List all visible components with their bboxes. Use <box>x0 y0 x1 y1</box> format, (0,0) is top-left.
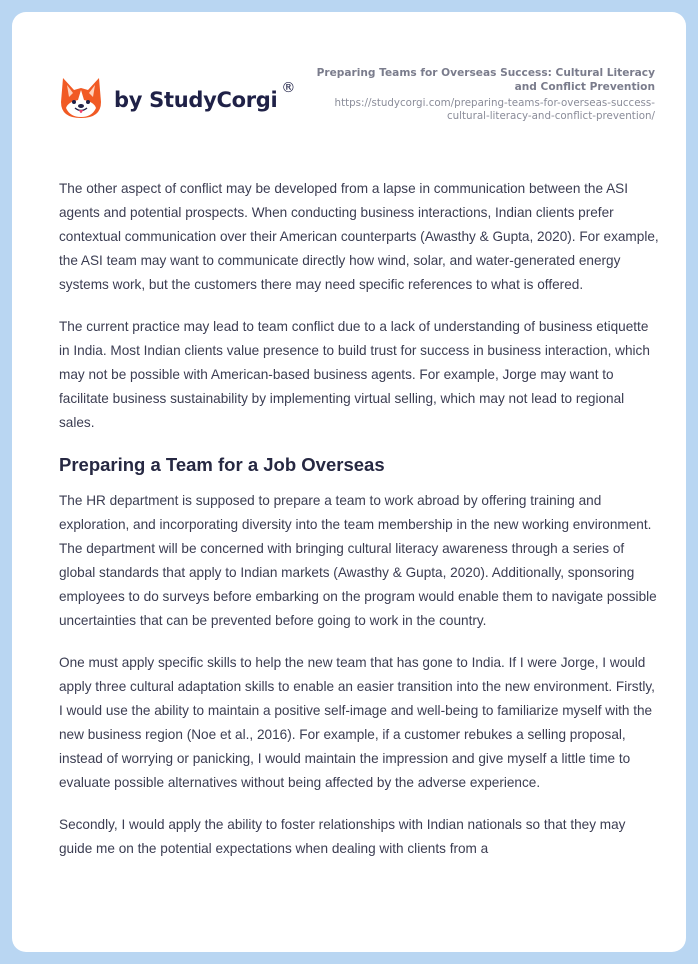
paragraph: The HR department is supposed to prepare a team to work abroad by offering training and exploration, and incorporating diversity into the team membership in the new working environment. The department will be concerned with bringing cultural literacy awareness through a series of global standards that apply to Indian markets (Awasthy & Gupta, 2020). Additionally, sponsoring employees to do surveys before embarking on the program would enable them to navigate possible uncertainties that can be prevented before going to work in the country. <box>59 493 657 628</box>
studycorgi-logo[interactable] <box>60 76 295 120</box>
section-heading: Preparing a Team for a Job Overseas <box>59 454 385 475</box>
paragraph: The other aspect of conflict may be developed from a lapse in communication between the ASI agents and potential prospects. When conducting business interactions, Indian clients prefer contextual communication over their American counterparts (Awasthy & Gupta, 2020). For example, the ASI team may want to communicate directly how wind, solar, and water-generated energy systems work, but the customers there may need specific references to what is offered. <box>59 181 659 292</box>
paragraph: The current practice may lead to team conflict due to a lack of understanding of business etiquette in India. Most Indian clients value presence to build trust for success in business interaction, which may not be possible with American-based business agents. For example, Jorge may want to facilitate business sustainability by implementing virtual selling, which may not lead to regional sales. <box>59 319 650 430</box>
document-url[interactable]: https://studycorgi.com/preparing-teams-for-overseas-success-cultural-literacy-and-conflict-prevention/ <box>334 97 655 122</box>
paragraph: Secondly, I would apply the ability to foster relationships with Indian nationals so that they may guide me on the potential expectations when dealing with clients from a <box>59 817 626 856</box>
document-meta <box>295 66 655 123</box>
registered-mark: ® <box>281 80 296 96</box>
article-body <box>59 177 659 879</box>
paragraph: One must apply specific skills to help the new team that has gone to India. If I were Jorge, I would apply three cultural adaptation skills to enable an easier transition into the new environment. Firstly, I would use the ability to maintain a positive self-image and well-being to familiarize myself with the new business region (Noe et al., 2016). For example, if a customer rebukes a selling proposal, instead of worrying or panicking, I would maintain the impression and give myself a little time to evaluate possible alternatives without being affected by the adverse experience. <box>59 655 655 790</box>
document-card <box>12 12 686 952</box>
corgi-logo-icon <box>60 76 102 120</box>
brand-name: by StudyCorgi <box>114 88 278 112</box>
document-title: Preparing Teams for Overseas Success: Cultural Literacy and Conflict Prevention <box>316 67 655 93</box>
page-header <box>12 12 686 162</box>
